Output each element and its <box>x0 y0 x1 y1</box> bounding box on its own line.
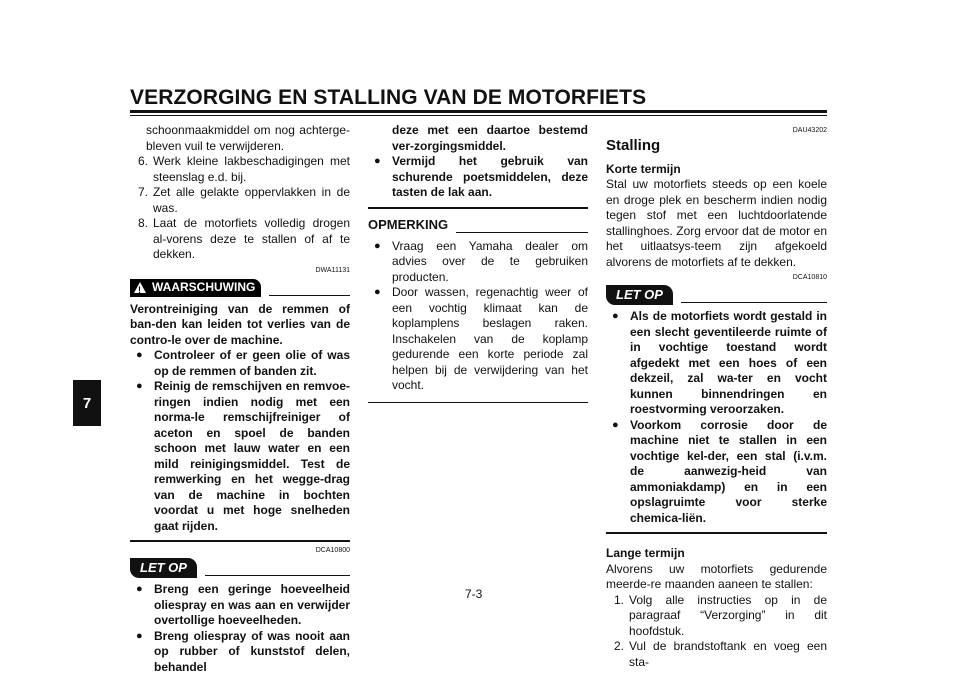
list-item: 1. Volg alle instructies op in de paragraaf “Verzorging” in dit hoofdstuk. <box>613 592 827 638</box>
list-item: 7. Zet alle gelakte oppervlakken in de was. <box>137 185 350 215</box>
bullet-icon: ● <box>374 286 381 298</box>
warning-header <box>130 278 350 298</box>
paragraph: Stal uw motorfiets steeds op een koele en droge plek en bescherm indien nodig tegen stof met een luchtdoorlatende stallinghoes. Zorg ervoor dat de motor en het uitlaatsys-teem zijn afgekoeld alvorens de motorfiets af te dekken. <box>606 177 827 269</box>
header-rule-thick <box>130 110 827 113</box>
divider <box>368 207 588 209</box>
paragraph: Alvorens uw motorfiets gedurende meerde-re maanden aaneen te stallen: <box>606 561 827 591</box>
subheading: Lange termijn <box>606 546 685 560</box>
caution-header <box>130 558 350 578</box>
column-3 <box>606 123 827 670</box>
bullet-icon: ● <box>136 583 143 595</box>
divider <box>130 540 350 542</box>
caution-label: LET OP <box>606 285 673 305</box>
warning-intro: Verontreiniging van de remmen of ban-den kan leiden tot verlies van de contro-le over de machine. <box>130 301 350 347</box>
bullet-icon: ● <box>374 155 381 167</box>
column-2 <box>368 123 588 407</box>
list-item: ● Controleer of er geen olie of was op de remmen of banden zit. <box>136 348 350 378</box>
list-item: ● Door wassen, regenachtig weer of een vochtig klimaat kan de koplamplens beslagen raken. Inschakelen van de koplamp gedurende een korte periode zal helpen bij de verwijdering van het vocht. <box>374 285 588 392</box>
chapter-tab: 7 <box>73 380 101 426</box>
bullet-icon: ● <box>136 349 143 361</box>
list-item: ● Vermijd het gebruik van schurende poetsmiddelen, deze tasten de lak aan. <box>374 154 588 199</box>
reference-code: DWA11131 <box>315 266 350 274</box>
bullet-icon: ● <box>612 310 619 322</box>
bullet-icon: ● <box>612 418 619 431</box>
divider <box>205 575 350 576</box>
warning-label: WAARSCHUWING <box>152 279 256 294</box>
header-rule-thin <box>130 115 827 116</box>
list-item: ● Voorkom corrosie door de machine niet te stallen in een vochtige kel-der, een stal (i.v.m. de aanwezig-heid van ammoniakdamp) en in een opslagruimte voor sterke chemica-liën. <box>612 417 827 525</box>
note-label: OPMERKING <box>368 216 449 232</box>
list-item: ● Breng oliespray of was nooit aan op rubber of kunststof delen, behandel <box>136 628 350 674</box>
page-number: 7-3 <box>465 587 483 601</box>
warning-label-box <box>130 279 261 297</box>
reference-code: DCA10800 <box>315 547 350 554</box>
bullet-icon: ● <box>136 629 143 642</box>
list-item: ● Vraag een Yamaha dealer om advies over de te gebruiken producten. <box>374 238 588 284</box>
reference-code: DCA10810 <box>792 274 827 281</box>
list-item: ● Als de motorfiets wordt gestald in een slecht geventileerde ruimte of in vochtige toestand wordt afgedekt met een hoes of een dekzeil, zal wa-ter en vocht kunnen binnendringen en roestvorming veroorzaken. <box>612 309 827 416</box>
divider <box>606 532 827 534</box>
continued-text: schoonmaakmiddel om nog achterge-bleven vuil te verwijderen. <box>146 123 350 153</box>
list-item: 2. Vul de brandstoftank en voeg een sta- <box>613 639 827 669</box>
section-title: Stalling <box>606 137 661 154</box>
divider <box>681 302 827 303</box>
list-item: 8. Laat de motorfiets volledig drogen al-vorens deze te stallen of af te dekken. <box>137 216 350 261</box>
divider <box>456 232 588 233</box>
divider <box>269 295 350 296</box>
note-header <box>368 215 588 235</box>
page-title: VERZORGING EN STALLING VAN DE MOTORFIETS <box>130 86 647 109</box>
bullet-icon: ● <box>374 239 381 252</box>
list-item: ● Reinig de remschijven en remvoe-ringen indien nodig met een norma-le remschijfreiniger of aceton en spoel de banden schoon met lauw water en een mild reinigingsmiddel. Test de remwerking en het wegge-drag van de machine in bochten voordat u met hoge snelheden gaat rijden. <box>136 379 350 533</box>
reference-code: DAU43202 <box>792 127 827 134</box>
list-item: ● Breng een geringe hoeveelheid oliespray en was aan en verwijder overtollige hoeveelheden. <box>136 582 350 627</box>
caution-header <box>606 285 827 305</box>
caution-label: LET OP <box>130 558 197 578</box>
bullet-icon: ● <box>136 380 143 392</box>
warning-triangle-icon: ! <box>134 282 146 293</box>
column-1 <box>130 123 350 675</box>
subheading: Korte termijn <box>606 161 681 176</box>
divider <box>368 402 588 403</box>
list-item: 6. Werk kleine lakbeschadigingen met steenslag e.d. bij. <box>137 154 350 184</box>
continued-text: deze met een daartoe bestemd ver-zorgingsmiddel. <box>392 123 588 153</box>
